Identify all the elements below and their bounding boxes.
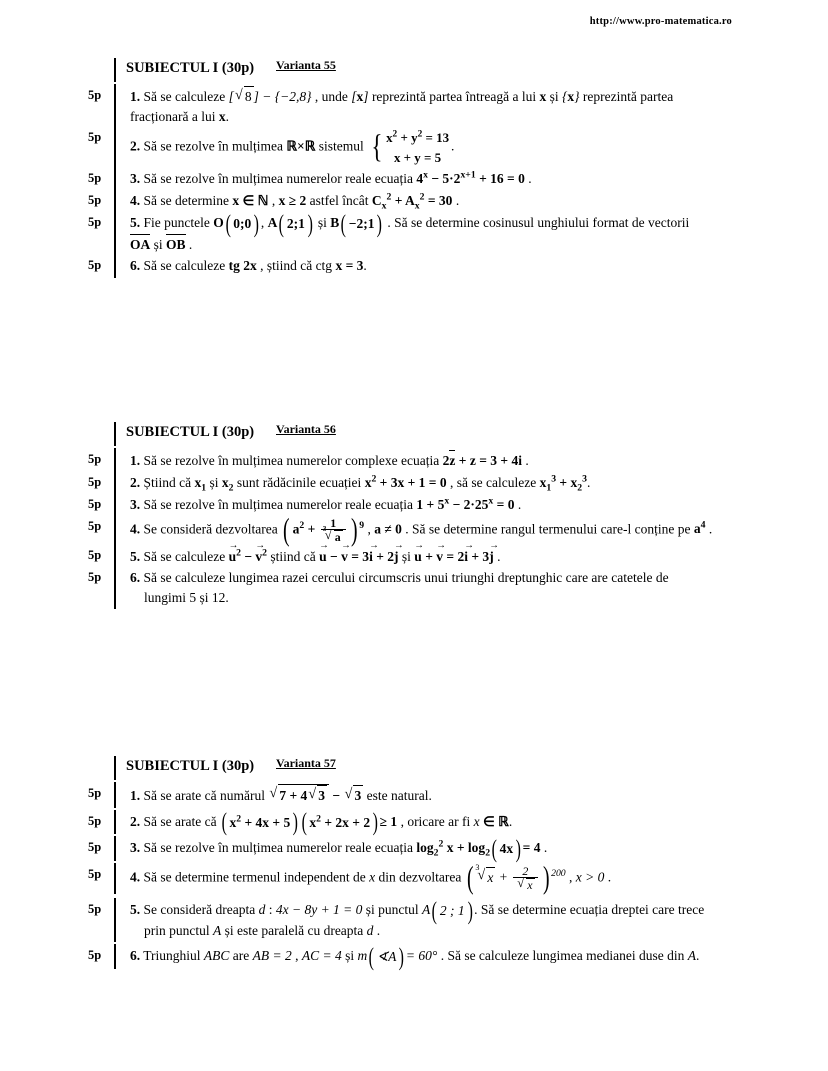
section-variant: Varianta 56 xyxy=(276,422,336,436)
item-number: 5. xyxy=(130,901,141,917)
item-rule xyxy=(114,191,126,211)
item-rule xyxy=(114,128,126,167)
item-number: 1. xyxy=(130,788,141,803)
item-rule xyxy=(114,450,126,471)
item-rule xyxy=(114,86,126,126)
item-rule xyxy=(114,517,126,544)
section-items xyxy=(88,86,748,276)
section-items xyxy=(88,450,748,607)
item-number: 3. xyxy=(130,496,141,512)
item-rule xyxy=(114,900,126,940)
list-item xyxy=(88,495,748,515)
item-body: 1. Să se arate că numărul √ 7 + 4 √ 3 − √ 3 este natural. xyxy=(126,784,748,806)
list-item xyxy=(88,807,748,837)
item-number: 4. xyxy=(130,521,141,537)
list-item xyxy=(88,128,748,167)
equation-system: { $x^2 + y^2 = 13$ x + y = 5 xyxy=(371,128,450,165)
item-body: 5. Să se calculeze → $u^2$ − → $v^2$ știind că → u − → v = 3 → i + 2 → j și → u + → v = 2 → i + 3 → j . xyxy=(130,540,501,564)
item-rule xyxy=(114,473,126,493)
list-item xyxy=(88,256,748,276)
exam-section-varianta-57 xyxy=(88,756,748,969)
list-item xyxy=(88,86,748,126)
binomial-expression: ( $a^2$ + 1 3 √ a ) xyxy=(281,517,359,544)
list-item xyxy=(88,169,748,189)
header-url: http://www.pro-matematica.ro xyxy=(589,16,732,27)
section-header xyxy=(88,756,748,782)
item-rule xyxy=(114,946,126,967)
item-number: 5. xyxy=(130,548,141,564)
item-body: 3. Să se rezolve în mulțimea numerelor reale ecuația $1 + 5^x - 2\cdot 25^x = 0$ . xyxy=(130,495,522,512)
item-body: 2. Să se rezolve în mulțimea ℝ×ℝ sistemul { $x^2 + y^2 = 13$ x + y = 5 . xyxy=(126,128,748,167)
item-rule xyxy=(114,546,126,567)
item-body: 6. Să se calculeze lungimea razei cercului circumscris unui triunghi dreptunghic care are catetele de lungimi 5 și 12. xyxy=(130,570,669,605)
item-number: 2. xyxy=(130,138,141,154)
section-header xyxy=(88,422,748,448)
item-rule xyxy=(114,865,126,892)
item-number: 2. xyxy=(130,813,141,829)
points-label: 5p xyxy=(88,901,102,916)
section-title: SUBIECTUL I (30p) xyxy=(126,60,255,76)
item-number: 4. xyxy=(130,192,141,208)
points-label: 5p xyxy=(88,496,102,511)
section-header xyxy=(88,58,748,84)
list-item xyxy=(88,208,748,254)
points-label: 5p xyxy=(88,88,102,102)
item-rule xyxy=(114,838,126,859)
item-number: 4. xyxy=(130,869,141,885)
item-rule xyxy=(114,213,126,254)
item-body: 6. Să se calculeze tg 2x , știind că ctg x = 3. xyxy=(130,258,367,274)
item-number: 6. xyxy=(130,948,141,964)
points-label: 5p xyxy=(88,258,102,273)
section-items xyxy=(88,784,748,971)
points-label: 5p xyxy=(88,840,102,855)
item-body: 1. Să se rezolve în mulțimea numerelor complexe ecuația 2z + z = 3 + 4i . xyxy=(126,450,748,471)
item-number: 3. xyxy=(130,840,141,856)
item-rule xyxy=(114,568,126,607)
item-number: 1. xyxy=(130,453,141,468)
item-number: 6. xyxy=(130,570,141,586)
exam-section-varianta-56 xyxy=(88,422,748,609)
item-body: 5. Se consideră dreapta d : 4x − 8y + 1 = 0 și punctul A ( 2 ; 1 ) . Să se determine ecuația dreptei care trece prin punctul A și este paralelă cu dreapta d . xyxy=(130,895,705,938)
section-rule xyxy=(114,58,116,82)
points-label: 5p xyxy=(88,170,102,185)
item-rule xyxy=(114,784,126,806)
points-label: 5p xyxy=(88,547,102,562)
points-label: 5p xyxy=(88,570,102,585)
list-item xyxy=(88,450,748,471)
list-item xyxy=(88,833,748,863)
item-rule xyxy=(114,256,126,276)
item-rule xyxy=(114,169,126,189)
exam-section-varianta-55 xyxy=(88,58,748,278)
list-item xyxy=(88,568,748,607)
points-label: 5p xyxy=(88,866,102,881)
points-label: 5p xyxy=(88,813,102,828)
binomial-expression: ( 3 √ x + 2 √ x ) xyxy=(465,865,551,892)
item-number: 2. xyxy=(130,474,141,490)
section-variant: Varianta 57 xyxy=(276,756,336,770)
list-item xyxy=(88,784,748,806)
item-rule xyxy=(114,812,126,833)
item-body: 4. Să se determine x ∈ ℕ , x ≥ 2 astfel încât $C_x^2 + A_x^2 = 30$ . xyxy=(130,191,460,212)
points-label: 5p xyxy=(88,474,102,489)
points-label: 5p xyxy=(88,192,102,207)
points-label: 5p xyxy=(88,130,102,145)
item-body: 3. Să se rezolve în mulțimea numerelor reale ecuația $4^x - 5\cdot 2^{x+1} + 16 = 0$ . xyxy=(130,169,532,186)
points-label: 5p xyxy=(88,452,102,466)
list-item xyxy=(88,941,748,971)
item-body: 2. Știind că $x_1$ și $x_2$ sunt rădăcinile ecuației $x^2 + 3x + 1 = 0$ , să se calculeze $x_1^3 + x_2^3$. xyxy=(130,473,591,494)
section-rule xyxy=(114,756,116,780)
item-number: 5. xyxy=(130,214,141,230)
item-number: 6. xyxy=(130,258,141,274)
points-label: 5p xyxy=(88,518,102,533)
section-title: SUBIECTUL I (30p) xyxy=(126,424,255,440)
item-number: 3. xyxy=(130,170,141,186)
item-body: 3. Să se rezolve în mulțimea numerelor reale ecuația $\log_2^2 x + \log_2$ ( 4x ) = 4 . xyxy=(130,833,548,863)
list-item xyxy=(88,473,748,493)
points-label: 5p xyxy=(88,948,102,963)
section-title: SUBIECTUL I (30p) xyxy=(126,758,255,774)
section-rule xyxy=(114,422,116,446)
item-rule xyxy=(114,495,126,515)
points-label: 5p xyxy=(88,214,102,229)
list-item xyxy=(88,859,748,895)
points-label: 5p xyxy=(88,786,102,800)
list-item xyxy=(88,191,748,211)
item-body: 4. Se consideră dezvoltarea ( $a^2$ + 1 3 √ a ) $^9$ , a ≠ 0 . Să se determine rangul termenului care-l conține pe $a^4$ . xyxy=(126,517,748,544)
item-body: 4. Să se determine termenul independent de x din dezvoltarea ( 3 √ x + 2 √ x ) $^{200}$ , x > 0 . xyxy=(126,865,748,892)
item-body: 1. Să se calculeze [ √ 8 ] − {−2,8} , unde [x] reprezintă partea întreagă a lui x și {x} reprezintă partea fracționară a lui x. xyxy=(126,86,748,126)
item-body: 2. Să se arate că ( $x^2 + 4x + 5$ ) ( $x^2 + 2x + 2$ ) ≥ 1 , oricare ar fi x ∈ ℝ. xyxy=(130,807,513,837)
item-body: 5. Fie punctele O ( 0;0 ) , A ( 2;1 ) și B ( −2;1 ) . Să se determine cosinusul unghiului format de vectorii OA și OB . xyxy=(126,213,748,254)
item-body: 6. Triunghiul ABC are AB = 2 , AC = 4 și m ( ∢A ) = 60° . Să se calculeze lungimea medianei duse din A. xyxy=(130,941,700,971)
section-variant: Varianta 55 xyxy=(276,58,336,72)
list-item xyxy=(88,540,748,567)
item-number: 1. xyxy=(130,89,141,104)
list-item xyxy=(88,895,748,940)
